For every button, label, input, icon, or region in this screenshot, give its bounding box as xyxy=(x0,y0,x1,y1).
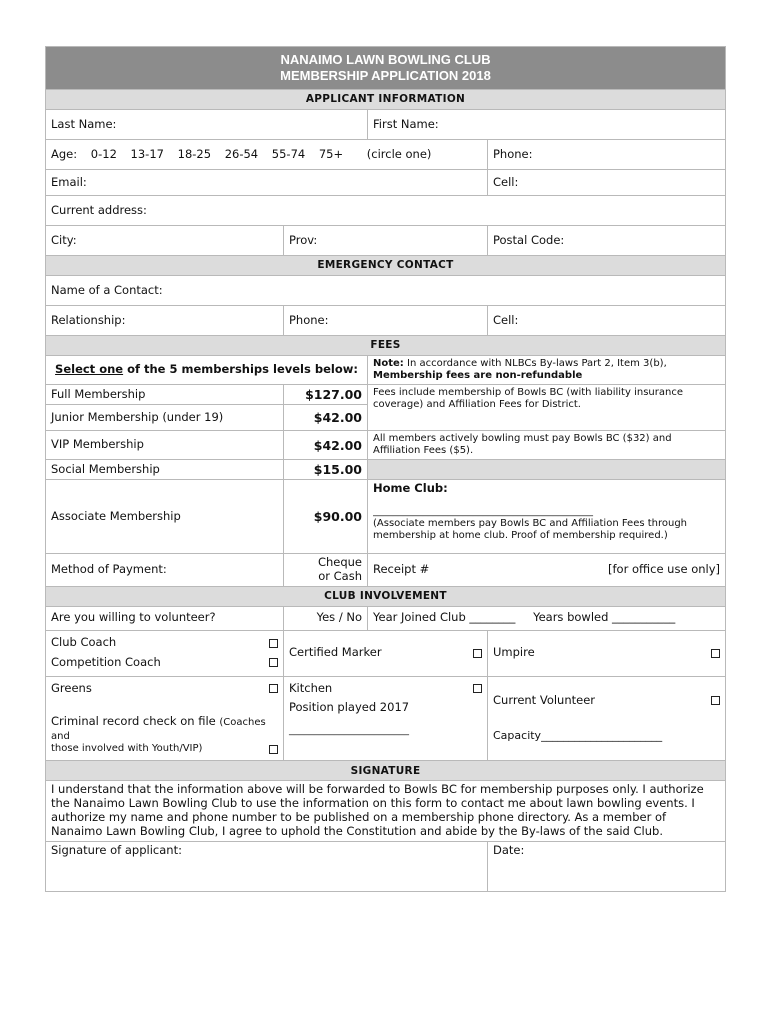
receipt-label: Receipt # xyxy=(373,561,430,576)
club-coach-checkbox[interactable] xyxy=(269,639,278,648)
date-field[interactable] xyxy=(488,841,726,891)
cash-option[interactable]: or Cash xyxy=(318,568,362,583)
date-label: Date: xyxy=(493,842,525,857)
cell-field[interactable] xyxy=(488,170,726,196)
age-field[interactable] xyxy=(46,140,488,170)
relationship-field[interactable] xyxy=(46,306,284,336)
criminal-check-option[interactable] xyxy=(51,712,278,758)
greens-criminal-options xyxy=(46,676,284,761)
note-text: In accordance with NLBCs By-laws Part 2, Item 3(b), xyxy=(407,358,667,369)
age-range-0-12[interactable]: 0-12 xyxy=(90,146,117,161)
club-coach-option[interactable] xyxy=(51,633,278,653)
membership-option-junior[interactable] xyxy=(46,405,284,431)
age-range-26-54[interactable]: 26-54 xyxy=(224,146,259,161)
signature-field[interactable] xyxy=(46,841,488,891)
form-title xyxy=(46,47,726,90)
competition-coach-label: Competition Coach xyxy=(51,655,161,670)
competition-coach-option[interactable] xyxy=(51,653,278,673)
criminal-check-note-1: (Coaches and xyxy=(51,717,266,743)
non-refundable-text: Membership fees are non-refundable xyxy=(373,370,583,381)
applicant-info-heading: APPLICANT INFORMATION xyxy=(46,90,726,110)
address-label: Current address: xyxy=(51,202,147,217)
membership-name: Junior Membership (under 19) xyxy=(51,409,224,424)
current-volunteer-option[interactable] xyxy=(493,691,720,711)
prov-field[interactable] xyxy=(284,226,488,256)
cheque-option[interactable]: Cheque xyxy=(317,555,362,569)
certified-marker-option[interactable] xyxy=(284,630,488,676)
bowls-bc-note: All members actively bowling must pay Bowls BC ($32) and Affiliation Fees ($5). xyxy=(368,431,726,460)
contact-name-field[interactable] xyxy=(46,276,726,306)
club-name: NANAIMO LAWN BOWLING CLUB xyxy=(280,52,491,68)
membership-price: $42.00 xyxy=(284,405,368,431)
year-joined-field[interactable] xyxy=(368,606,726,630)
coach-options xyxy=(46,630,284,676)
emergency-phone-label: Phone: xyxy=(289,312,329,327)
associate-note: (Associate members pay Bowls BC and Affiliation Fees through membership at home club. Proof of membership required.) xyxy=(373,517,688,542)
membership-price: $42.00 xyxy=(284,431,368,460)
current-volunteer-checkbox[interactable] xyxy=(711,696,720,705)
kitchen-label: Kitchen xyxy=(289,680,333,695)
phone-label: Phone: xyxy=(493,146,533,161)
emergency-phone-field[interactable] xyxy=(284,306,488,336)
membership-option-full[interactable] xyxy=(46,385,284,405)
phone-field[interactable] xyxy=(488,140,726,170)
prov-label: Prov: xyxy=(289,232,318,247)
kitchen-position-options xyxy=(284,676,488,761)
contact-name-label: Name of a Contact: xyxy=(51,282,163,297)
emergency-cell-label: Cell: xyxy=(493,312,519,327)
emergency-contact-heading: EMERGENCY CONTACT xyxy=(46,256,726,276)
postal-code-field[interactable] xyxy=(488,226,726,256)
signature-heading: SIGNATURE xyxy=(46,761,726,781)
position-played-label: Position played 2017 xyxy=(289,700,410,715)
criminal-check-checkbox[interactable] xyxy=(269,745,278,754)
note-label: Note: xyxy=(373,358,404,369)
membership-name: Social Membership xyxy=(51,461,160,476)
first-name-field[interactable] xyxy=(368,110,726,140)
capacity-field[interactable]: Capacity______________________ xyxy=(493,729,663,743)
membership-option-social[interactable] xyxy=(46,460,284,480)
membership-option-vip[interactable] xyxy=(46,431,284,460)
postal-code-label: Postal Code: xyxy=(493,232,565,247)
competition-coach-checkbox[interactable] xyxy=(269,658,278,667)
city-label: City: xyxy=(51,232,77,247)
email-field[interactable] xyxy=(46,170,488,196)
greens-option[interactable] xyxy=(51,679,278,699)
volunteer-question: Are you willing to volunteer? xyxy=(46,606,284,630)
criminal-check-note-2: those involved with Youth/VIP) xyxy=(51,743,203,755)
circle-one-hint: (circle one) xyxy=(366,146,432,161)
membership-form xyxy=(45,46,726,892)
year-joined-label: Year Joined Club ________ xyxy=(373,610,516,625)
position-played-blank[interactable]: ________________________ xyxy=(289,725,409,737)
authorization-statement: I understand that the information above will be forwarded to Bowls BC for membership purposes only. I authorize the Nanaimo Lawn Bowling Club to use the information on this form to contact me about lawn bowling events. I authorize my name and phone number to be published on a membership phone directory. As a member of Nanaimo Lawn Bowling Club, I agree to uphold the Constitution and abide by the By-laws of the said Club. xyxy=(46,781,726,841)
certified-marker-checkbox[interactable] xyxy=(473,649,482,658)
criminal-check-label: Criminal record check on file xyxy=(51,714,216,729)
membership-name: Associate Membership xyxy=(51,508,181,523)
receipt-field xyxy=(368,554,726,587)
umpire-option[interactable] xyxy=(488,630,726,676)
select-membership-instruction xyxy=(46,356,368,385)
fees-heading: FEES xyxy=(46,336,726,356)
city-field[interactable] xyxy=(46,226,284,256)
age-range-13-17[interactable]: 13-17 xyxy=(130,146,164,161)
membership-price: $127.00 xyxy=(284,385,368,405)
certified-marker-label: Certified Marker xyxy=(289,645,382,660)
office-use-note: [for office use only] xyxy=(608,561,721,576)
volunteer-capacity-options xyxy=(488,676,726,761)
umpire-checkbox[interactable] xyxy=(711,649,720,658)
home-club-blank: ____________________________________________ xyxy=(373,505,593,517)
payment-method-options[interactable] xyxy=(284,554,368,587)
membership-price: $90.00 xyxy=(284,480,368,554)
address-field[interactable] xyxy=(46,196,726,226)
signature-label: Signature of applicant: xyxy=(51,842,182,857)
fees-include-note: Fees include membership of Bowls BC (with liability insurance coverage) and Affiliation Fees for District. xyxy=(368,385,726,431)
home-club-field[interactable] xyxy=(368,480,726,554)
select-instruction-text: of the 5 memberships levels below: xyxy=(127,362,358,377)
select-one-emphasis: Select one xyxy=(55,362,124,377)
email-label: Email: xyxy=(51,174,87,189)
years-bowled-label: Years bowled ___________ xyxy=(533,610,676,625)
refund-note xyxy=(368,356,726,385)
current-volunteer-label: Current Volunteer xyxy=(493,692,596,707)
last-name-field[interactable] xyxy=(46,110,368,140)
membership-option-associate[interactable] xyxy=(46,480,284,554)
greens-checkbox[interactable] xyxy=(269,684,278,693)
kitchen-checkbox[interactable] xyxy=(473,684,482,693)
membership-price: $15.00 xyxy=(284,460,368,480)
age-range-75-plus[interactable]: 75+ xyxy=(318,146,344,161)
relationship-label: Relationship: xyxy=(51,312,126,327)
umpire-label: Umpire xyxy=(493,645,535,660)
kitchen-option[interactable] xyxy=(289,679,482,699)
last-name-label: Last Name: xyxy=(51,116,117,131)
greens-label: Greens xyxy=(51,680,92,695)
age-range-55-74[interactable]: 55-74 xyxy=(271,146,306,161)
first-name-label: First Name: xyxy=(373,116,439,131)
club-coach-label: Club Coach xyxy=(51,635,117,650)
volunteer-yes-no[interactable]: Yes / No xyxy=(284,606,368,630)
shaded-cell xyxy=(368,460,726,480)
age-label: Age: xyxy=(51,146,78,161)
form-subtitle: MEMBERSHIP APPLICATION 2018 xyxy=(280,68,491,83)
age-range-18-25[interactable]: 18-25 xyxy=(177,146,212,161)
membership-name: VIP Membership xyxy=(51,437,144,452)
home-club-label: Home Club: xyxy=(373,481,448,495)
cell-label: Cell: xyxy=(493,174,519,189)
emergency-cell-field[interactable] xyxy=(488,306,726,336)
membership-name: Full Membership xyxy=(51,386,146,401)
payment-method-label: Method of Payment: xyxy=(46,554,284,587)
club-involvement-heading: CLUB INVOLVEMENT xyxy=(46,586,726,606)
